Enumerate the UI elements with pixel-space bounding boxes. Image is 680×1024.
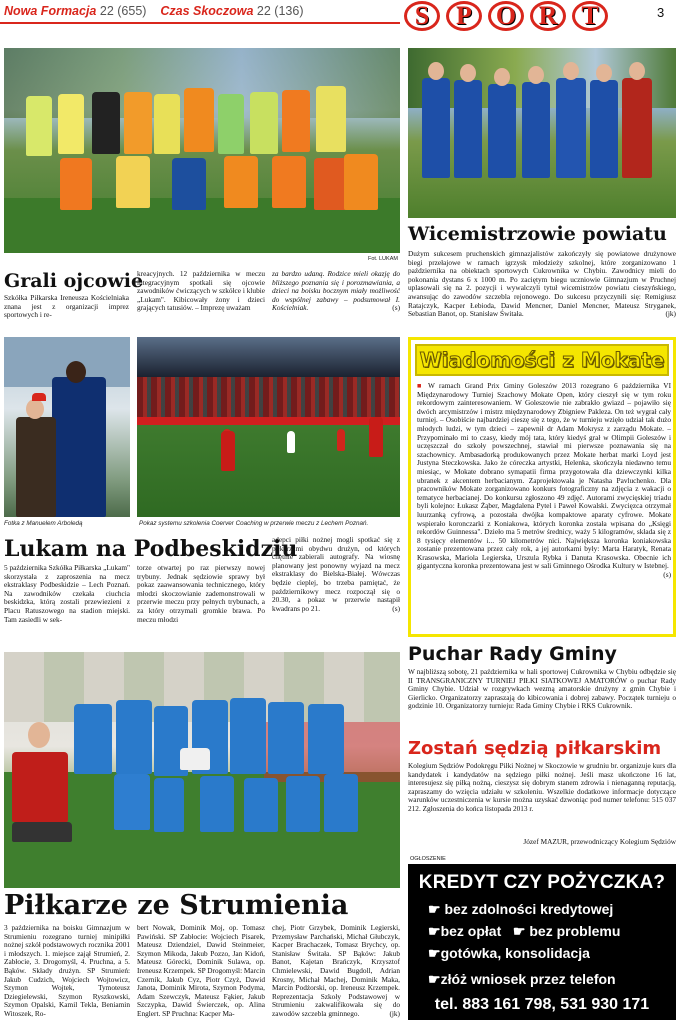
credit-ad[interactable] [408, 864, 676, 1020]
lukam-col2: torze otwartej po raz pierwszy nowej trybuny. Jednak sędziowie sprawy był pokaz zaawansowania technicznego, który młodzi skoczowianie zademonstrowali w przerwie meczu przy pełnych trybunach, a za który otrzymali gromkie brawa. Po meczu młodzi [137, 564, 265, 624]
strumien-col2: bert Nowak, Dominik Moj, op. Tomasz Pawiński. SP Zabłocie: Wojciech Pisarek, Mateusz Dziendziel, Dawid Steinmeier, Szymon Mikoda, Jakub Pozzo, Jan Kidoń, Mateusz Górecki, Dominik Sulawa, op. Ireneusz Krzempek. SP Drogomyśl: Marcin Czernik, Jakub Cyz, Piotr Czyż, Dawid Janota, Dominik Mirota, Szymon Podyma, Adam Szewczyk, Mateusz Fąkier, Jakub Szczypka, Dawid Świerczek, op. Alina Englert. SP Pruchna: Kacper Ma- [137, 924, 265, 1018]
ad-label: OGŁOSZENIE [410, 856, 446, 862]
lukam-title: Lukam na Podbeskidziu [4, 536, 298, 562]
mokate-box [408, 337, 676, 637]
lukam-col3 [272, 536, 400, 646]
grali-title: Grali ojcowie [4, 270, 144, 292]
left-issue: 22 (655) [99, 4, 147, 18]
pointing-hand-icon: ☛ [428, 971, 441, 987]
left-title: Nowa Formacja [4, 4, 97, 18]
ad-item: bez problemu [529, 923, 621, 939]
stadium-photo [137, 337, 400, 517]
grali-col1: Szkółka Piłkarska Ireneusza Kościelniaka znana jest z organizacji imprez sportowych i re- [4, 294, 129, 320]
page-number: 3 [657, 5, 665, 20]
sedzia-title: Zostań sędzią piłkarskim [408, 738, 662, 759]
strumien-team-photo [4, 652, 400, 888]
ad-item: gotówka, konsolidacja [440, 945, 590, 961]
pointing-hand-icon: ☛ [428, 901, 445, 917]
strumien-col3 [272, 924, 400, 1022]
runners-team-photo [408, 48, 676, 218]
ad-item: bez opłat [440, 923, 502, 939]
section-letter: O [488, 1, 524, 31]
mokate-text: W ramach Grand Prix Gminy Goleszów 2013 rozegrano 6 października VI Międzynarodowy Turniej Szachowy Mokate Open, który cieszył się w tym roku rekordowym zainteresowaniem. W Goleszowie nie zabrakło gwiazd – pojawiło się dwóch arcymistrzów i mistrz międzynarodowy Zbigniew Pakleza. On też wygrał cały turniej. – Osobiście najbardziej cieszę się z tego, że w turnieju wzięło udział tak dużo młodych ludzi, w tym dzieci – zapewnił dr Adam Mokrysz z zarządu Mokate. – Przypominało mi to czasy, kiedy mój tata, który kiedyś grał w Olimpii Goleszów i uczęszczał do szkoły powszechnej, stawiał mi pierwsze poznawania się na szachownicy. Ambasadorką produkowanych przez Mokate herbat marki Loyd jest Justyna Steczkowska. Jako że córeczka artystki, Helenka, skończyła niedawno temu miesiąc, w Mokate dobrano symapatii firma przygotowała dla dziewczynki kilka ubranek z akcentem herbacianym. Zaprojektowała je Natasha Pavluchenko. Dla pracowników Mokate zorganizowano konkurs fotograficzny na zdjęcia z wakacji o tematyce herbacianej. Do konkursu zgłoszono 49 zdjęć. Autorami zwycięskiej triadu byli kolejno: Łukasz Żąber, Magdalena Pytel i Paweł Kowalski. Zwycięzca otrzymał luurzanką cyfrową, a pozostała dwójka kompaktowe aparaty cyfrowe. Mokate wspierało koronczarki z Koniakowa, których koronka została wpisana do „Księgi rekordów Guinnessa". Dzieło ma 5 metrów średnicy, waży 5 kilogramów, składa się z 8 tysięcy elementów i... 50 kilometrów nici. Największa koronka koniakowska zostanie prezentowana przez cały rok, a jej autorkami były: Marta Haratyk, Renata Krasowska, Mariola Legierska, Urszula Rybka i Danuta Krasowska. Obecnie ich gigantyczna koronka prezentowana jest w sali Gminnego Ośrodka Kultury w Istebnej. [417, 382, 671, 571]
wicemistrzowie-title: Wicemistrzowie powiatu [408, 223, 667, 245]
right-title: Czas Skoczowa [160, 4, 254, 18]
ad-item: złóż wniosek przez telefon [440, 971, 616, 987]
lukam-col1: 5 października Szkółka Piłkarska „Lukam" skorzystała z zaproszenia na mecz ekstraklasy Podbeskidzie – Lech Poznań. Na zawodników czekała ciuchcia beskidzka, którą zostali przewiezieni z Placu Ratuszowego na stadion miejski. Tam zasiedli w sek- [4, 564, 130, 624]
wicemistrzowie-text: Dużym sukcesem pruchenskich gimnazjalistów zakończyły się powiatowe drużynowe biegi przełajowe w ramach igrzysk młodzieży szkolnej, które zorganizowano 1 października na obiektach sportowych Cukrownika w Chybiu. Zawodnicy mieli do pokonania dystans 6 x 1000 m. Po zaciętym biegu uczniowie Gimnazjum w Pruchnej uplasowali się na 2. pozycji i wywalczyli tytuł wicemistrzów powiatu cieszyńskiego, awansując do zawodów szczebla rejonowego. Do sukcesu przyczynili się: Remigiusz Ratajczyk, Kacper Łebioda, Dawid Mencner, Daniel Mencner, Mateusz Stryganek, Sebastian Banot, op. Stanisław Świtała. [408, 250, 676, 319]
mokate-title-band [415, 344, 669, 376]
wicemistrzowie-sign: (jk) [665, 309, 676, 319]
sedzia-body: Kolegium Sędziów Podokręgu Piłki Nożnej w Skoczowie w grudniu br. organizuje kurs dla kandydatek i kandydatów na sędziego piłki nożnej. Jeśli masz ukończone 16 lat, interesujesz się piłką nożną, cieszysz się dobrym stanem zdrowia i nienaganną reputacją, zapraszamy do wzięcia udziału w szkoleniu. Wszelkie dodatkowe informacje dotyczące warunków uczestniczenia w kursie można uzyskać dzwoniąc pod numer telefonu: 515 037 212. Zgłoszenia do końca listopada 2013 r. [408, 762, 676, 813]
grali-sign: (s) [392, 303, 400, 313]
strumien-col3-text: chej, Piotr Grzybek, Dominik Legierski, Przemysław Parchański, Michał Głubczyk, Kacper Brachaczek, Tomasz Brychcy, op. Stanisław Świtała. SP Bąków: Jakub Banot, Kajetan Brańczyk, Krzysztof Chmielewski, Dawid Bugdoll, Adrian Krosny, Michał Machej, Dominik Maka, Marcin Podżorski, op. Ireneusz Krzempek. Reprezentacja Szkoły Podstawowej w Strumieniu zakwalifikowała się do zawodów szczebla gminnego. [272, 924, 400, 1018]
photo-credit: Fot. LUKAM [368, 256, 398, 262]
puchar-body: W najbliższą sobotę, 21 października w hali sportowej Cukrownika w Chybiu odbędzie się II TRANSGRANICZNY TURNIEJ PIŁKI SIATKOWEJ AMATORÓW o puchar Rady Gminy Chybie. Udział w rozgrywkach wezmą amatorskie drużyny z gmin Chybie i Gierlicko. Organizatorzy zapraszają do kibicowania i dobrej zabawy. Początek turnieju o godzinie 10. Organizatorzy turnieju: Rada Gminy Chybie i RKS Cukrownik. [408, 668, 676, 711]
grali-col3 [272, 270, 400, 330]
section-letter: T [572, 1, 608, 31]
bullet-icon: ■ [417, 382, 428, 390]
mokate-title: Wiadomości z Mokate [419, 348, 665, 372]
wicemistrzowie-body [408, 250, 676, 330]
fathers-team-photo [4, 48, 400, 253]
grali-col3-text: za bardzo udaną. Rodzice mieli okazję do bliższego poznania się i porozmawiania, a dzieci na boisku bocznym miały możliwość do wspólnej zabawy – podsumował I. Kościelniak. [272, 270, 400, 313]
strumien-title: Piłkarze ze Strumienia [4, 890, 349, 921]
stadium-caption: Pokaz systemu szkolenia Coerver Coaching w przerwie meczu z Lechem Poznań. [139, 520, 369, 527]
pointing-hand-icon: ☛ [428, 945, 441, 961]
ad-item: bez zdolności kredytowej [444, 901, 614, 917]
mokate-sign: (s) [663, 570, 671, 580]
lukam-col3-text: adepci piłki nożnej mogli spotkać się z piłkarzami obydwu drużyn, od których chętnie zabierali autografy. Na wiosnę planowany jest ponowny wyjazd na mecz ekstraklasy do Bielska-Białej. Wówczas będzie cieplej, bo trzeba pamiętać, że październikowy mecz rozpoczął się o 20.30, a pokaz w przerwie nastąpił kwadrans po 21. [272, 536, 400, 613]
grali-col2: kreacyjnych. 12 października w meczu integracyjnym spotkali się ojcowie zawodników ćwiczących w szkółce i klubie „Lukam". Kibicowały żony i dzieci grających tatusiów. – Imprezę uważam [137, 270, 265, 313]
pointing-hand-icon: ☛ [428, 923, 441, 939]
arboleda-caption: Fotka z Manuelem Arboledą [4, 520, 83, 527]
strumien-col1: 3 października na boisku Gimnazjum w Strumieniu rozegrano turniej minipiłki nożnej szkół podstawowych rocznika 2001 i młodszych. 1. miejsce zajął Strumień, 2. Zabłocie, 3. Drogomyśl, 4. Pruchna, a 5. Bąków. Składy drużyn. SP Strumień: Jakub Cudzich, Wojciech Wojtowicz, Szymon Wojtek, Tymoteusz Dziegielewski, Szymon Ryszkowski, Szymon Opalski, Kamil Tekla, Beniamin Witoszek, Ro- [4, 924, 130, 1018]
lukam-sign: (s) [392, 603, 400, 613]
ad-title: KREDYT CZY POŻYCZKA? [418, 872, 666, 893]
arboleda-photo [4, 337, 130, 517]
section-letter: R [530, 1, 566, 31]
strumien-sign: (jk) [389, 1008, 400, 1018]
mokate-body [417, 382, 671, 636]
section-letter: P [446, 1, 482, 31]
section-sport [404, 1, 614, 31]
puchar-title: Puchar Rady Gminy [408, 643, 617, 665]
right-issue: 22 (136) [256, 4, 304, 18]
section-letter: S [404, 1, 440, 31]
masthead-left [4, 4, 303, 18]
pointing-hand-icon: ☛ [512, 923, 530, 939]
ad-phones[interactable]: tel. 883 161 798, 531 930 171 [434, 996, 650, 1013]
sedzia-sign: Józef MAZUR, przewodniczący Kolegium Sędziów [523, 838, 676, 846]
header-rule [0, 22, 400, 24]
